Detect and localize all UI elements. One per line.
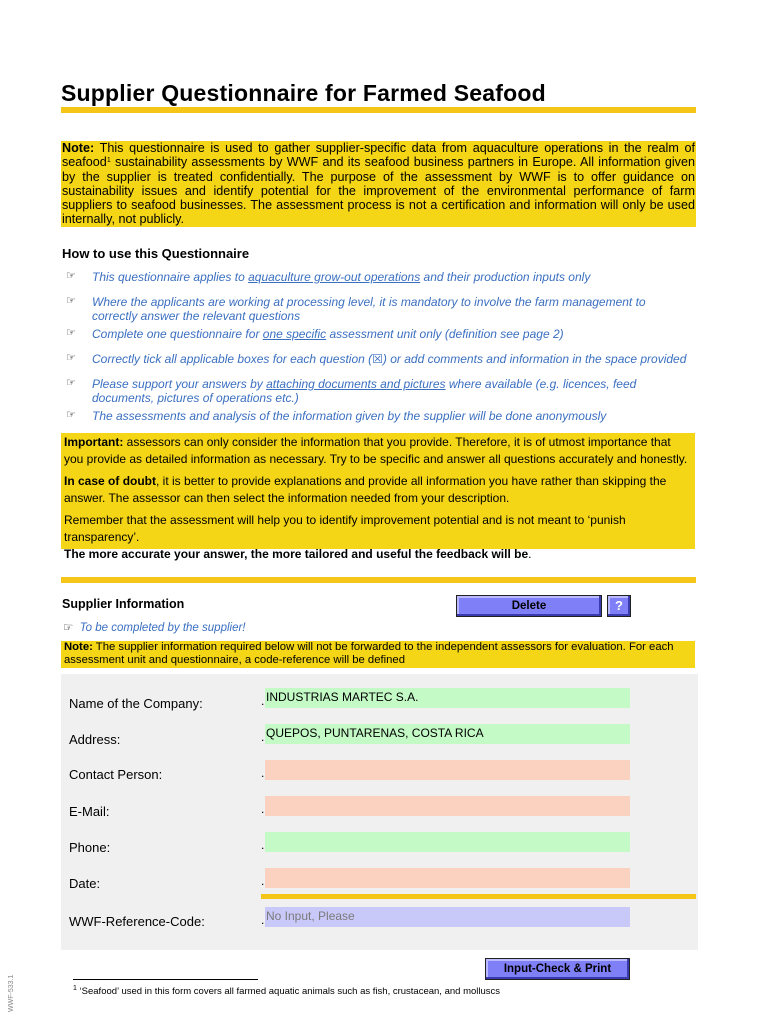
doubt-text: , it is better to provide explanations and provide all information you have rather than skipping the answer. The assessor can then select the information needed from your description. — [64, 474, 667, 505]
pointing-hand-icon: ☞ — [66, 295, 76, 307]
delete-button[interactable]: Delete — [456, 595, 602, 617]
page-title: Supplier Questionnaire for Farmed Seafood — [61, 80, 546, 106]
note-text-a: This questionnaire is used to gather supplier-specific data from aquaculture operations in the realm of seafood — [62, 141, 695, 170]
supplier-hint: ☞ To be completed by the supplier! — [63, 622, 246, 634]
email-label: E-Mail: — [69, 804, 110, 819]
note-footnote-marker: 1 — [106, 157, 111, 165]
company-name-label: Name of the Company: — [69, 696, 203, 711]
pointing-hand-icon: ☞ — [66, 377, 76, 389]
contact-person-label: Contact Person: — [69, 767, 163, 782]
note-text-b: sustainability assessments by WWF and its seafood business partners in Europe. All information given by the supplier is treated confidentially. The purpose of the assessment by WWF is to offer guidance on sustainability issues and identify potential for the improvement of the environmental performance of farm suppliers to seafood businesses. The assessment process is not a certification and information will only be used internally, not publicly. — [62, 155, 695, 227]
supplier-note-text: The supplier information required below will not be forwarded to the independent assessors for evaluation. For each assessment unit and questionnaire, a code-reference will be defined — [64, 641, 674, 666]
help-button[interactable]: ? — [607, 595, 631, 617]
important-box: Important: assessors can only consider the information that you provide. Therefore, it is of utmost importance that you provide as detailed information as necessary. Try to be specific and answer all questions accurately and honestly. In case of doubt, it is better to provide explanations and provide all information you have rather than skipping the answer. The assessor can then select the information needed from your description. Remember that the assessment will help you to identify improvement potential and is not meant to ‘punish transparency’. The more accurate your answer, the more tailored and useful the feedback will be. — [61, 433, 695, 549]
supplier-note — [61, 641, 695, 668]
document-code: WWF-533.1 — [8, 974, 15, 1012]
note-label: Note: — [62, 141, 95, 155]
bullet-link: attaching documents and pictures — [266, 377, 446, 391]
pointing-hand-icon: ☞ — [66, 327, 76, 339]
reference-code-field: No Input, Please — [265, 907, 630, 927]
form-divider — [261, 894, 696, 899]
checkbox-icon: ☒ — [372, 352, 383, 366]
email-field[interactable] — [265, 796, 630, 816]
contact-person-field[interactable] — [265, 760, 630, 780]
pointing-hand-icon: ☞ — [66, 270, 76, 282]
remember-text: Remember that the assessment will help you to identify improvement potential and is not meant to ‘punish transparency’. — [64, 513, 626, 544]
pointing-hand-icon: ☞ — [66, 352, 76, 364]
section-divider — [61, 577, 696, 583]
important-text: assessors can only consider the information that you provide. Therefore, it is of utmost importance that you provide as detailed information as necessary. Try to be specific and answer all questions accurately and honestly. — [64, 435, 688, 466]
date-label: Date: — [69, 876, 101, 891]
phone-field[interactable] — [265, 832, 630, 852]
address-field[interactable]: QUEPOS, PUNTARENAS, COSTA RICA — [265, 724, 630, 744]
accurate-text: The more accurate your answer, the more tailored and useful the feedback will be — [64, 547, 529, 561]
pointing-hand-icon: ☞ — [63, 622, 74, 634]
title-divider — [61, 107, 696, 113]
reference-code-label: WWF-Reference-Code: — [69, 914, 205, 929]
pointing-hand-icon: ☞ — [66, 409, 76, 421]
important-label: Important: — [64, 435, 124, 449]
date-field[interactable] — [265, 868, 630, 888]
doubt-label: In case of doubt — [64, 474, 157, 488]
input-check-print-button[interactable]: Input-Check & Print — [485, 958, 630, 980]
footnote-text: ‘Seafood’ used in this form covers all farmed aquatic animals such as fish, crustacean, and molluscs — [76, 986, 501, 997]
footnote — [73, 986, 500, 997]
footnote-marker: 1 — [73, 985, 77, 992]
intro-note — [61, 141, 696, 227]
address-label: Address: — [69, 732, 121, 747]
footnote-rule — [73, 979, 258, 980]
how-to-heading: How to use this Questionnaire — [62, 246, 250, 261]
bullet-link: one specific — [262, 327, 327, 341]
company-name-field[interactable]: INDUSTRIAS MARTEC S.A. — [265, 688, 630, 708]
supplier-heading: Supplier Information — [62, 597, 185, 611]
supplier-note-label: Note: — [64, 641, 93, 653]
phone-label: Phone: — [69, 840, 111, 855]
bullet-link: aquaculture grow-out operations — [248, 270, 421, 284]
